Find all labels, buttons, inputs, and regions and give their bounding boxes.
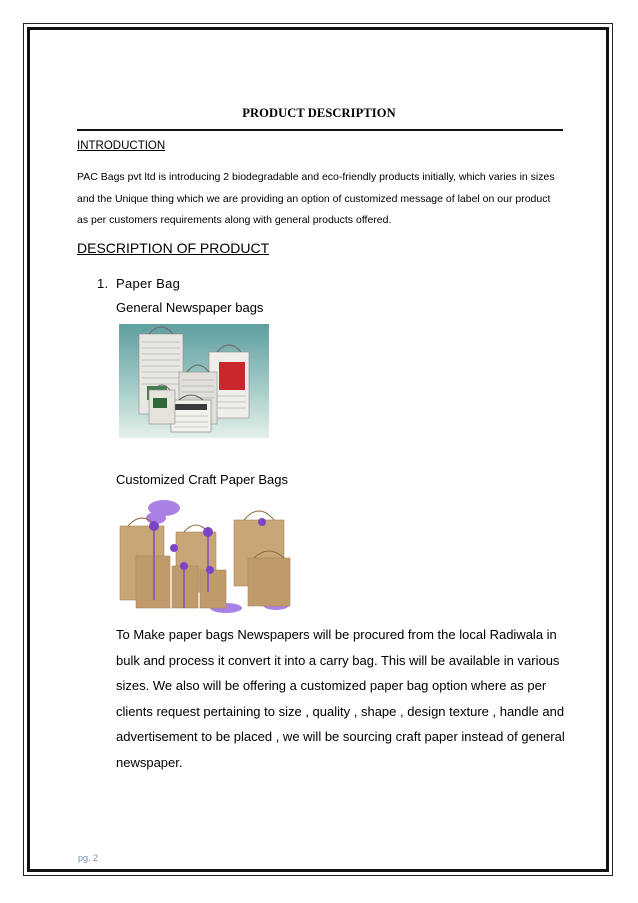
craft-bag-5 (248, 558, 290, 606)
description-body: To Make paper bags Newspapers will be procured from the local Radiwala in bulk and process it convert it into a carry bag. This will be available in various sizes. We also will be offering a customized paper bag option where as per clients request pertaining to size , quality , shape , design texture , handle and advertisement to be placed , we will be sourcing craft paper instead of general newspaper. (116, 627, 565, 770)
list-item-number: 1. (97, 276, 109, 291)
page-title: PRODUCT DESCRIPTION (242, 106, 396, 120)
craft-bag-4 (136, 556, 170, 608)
newspaper-bags-image (119, 324, 269, 438)
introduction-heading: INTRODUCTION (77, 140, 166, 152)
introduction-text: PAC Bags pvt ltd is introducing 2 biodegradable and eco-friendly products initially, which varies in sizes and the Unique thing which we are providing an option of customized message of label on our product as per customers requirements along with general products offered. (77, 171, 555, 226)
page-number: pg. 2 (78, 853, 99, 863)
title-rule (77, 129, 563, 131)
newspaper-bag-front (171, 395, 211, 432)
craft-bag-7 (172, 566, 198, 608)
newspaper-bag-left (149, 385, 175, 424)
description-heading: DESCRIPTION OF PRODUCT (77, 240, 270, 256)
craft-bags-heading: Customized Craft Paper Bags (116, 472, 288, 487)
craft-bag-6 (200, 570, 226, 608)
list-item-label: Paper Bag (116, 276, 181, 291)
craft-paper-bags-image (116, 496, 302, 616)
newspaper-bags-heading: General Newspaper bags (116, 300, 264, 315)
